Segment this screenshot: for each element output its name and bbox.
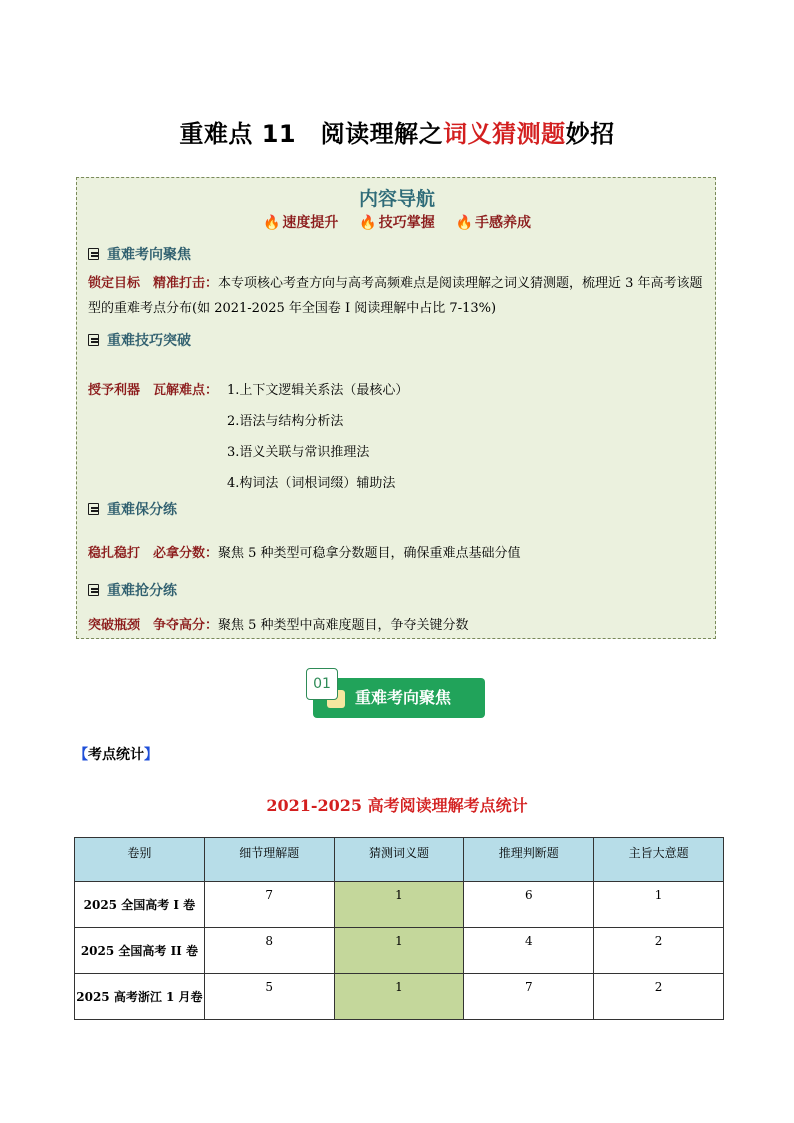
baofen-paragraph xyxy=(88,541,710,566)
section-heading-techniques: 重难技巧突破 xyxy=(88,330,191,350)
table-cell: 7 xyxy=(464,974,594,1020)
fire-icon: 🔥 xyxy=(359,215,377,231)
table-row xyxy=(75,928,724,974)
table-title: 2021-2025 高考阅读理解考点统计 xyxy=(266,796,528,815)
table-header-cell: 卷别 xyxy=(75,838,205,882)
note-icon xyxy=(88,503,99,515)
qiangfen-label: 突破瓶颈 争夺高分： xyxy=(88,618,219,633)
focus-label: 锁定目标 精准打击： xyxy=(88,276,219,291)
technique-item: 3.语义关联与常识推理法 xyxy=(227,445,370,460)
fire-icon: 🔥 xyxy=(262,215,281,231)
table-row xyxy=(75,882,724,928)
table-cell: 8 xyxy=(204,928,334,974)
nav-tag: 🔥 速度提升 xyxy=(262,215,339,231)
technique-item: 1.上下文逻辑关系法（最核心） xyxy=(227,383,409,398)
table-row xyxy=(75,974,724,1020)
table-cell: 5 xyxy=(204,974,334,1020)
baofen-text: 聚焦 5 种类型可稳拿分数题目，确保重难点基础分值 xyxy=(218,546,521,561)
table-cell: 2025 高考浙江 1 月卷 xyxy=(75,974,205,1020)
table-cell: 1 xyxy=(594,882,724,928)
table-cell: 2025 全国高考 I 卷 xyxy=(75,882,205,928)
technique-item: 4.构词法（词根词缀）辅助法 xyxy=(227,476,396,491)
section-heading-qiangfen: 重难抢分练 xyxy=(88,580,177,600)
nav-title: 内容导航 xyxy=(358,188,435,210)
table-cell: 7 xyxy=(204,882,334,928)
table-cell: 6 xyxy=(464,882,594,928)
note-icon xyxy=(88,248,99,260)
table-header-cell: 主旨大意题 xyxy=(594,838,724,882)
techniques-label: 授予利器 瓦解难点： xyxy=(88,383,219,398)
note-icon xyxy=(88,584,99,596)
table-cell: 2025 全国高考 II 卷 xyxy=(75,928,205,974)
focus-text: 本专项核心考查方向与高考高频难点是阅读理解之词义猜测题，梳理近 3 年高考该题型的重难考点分布(如 2021-2025 年全国卷 I 阅读理解中占比 7-13%) xyxy=(88,276,703,316)
table-cell: 2 xyxy=(594,974,724,1020)
badge-number: 01 xyxy=(306,668,338,700)
qiangfen-text: 聚焦 5 种类型中高难度题目，争夺关键分数 xyxy=(218,618,469,633)
section-heading-focus: 重难考向聚焦 xyxy=(88,244,191,264)
table-cell: 1 xyxy=(334,928,464,974)
focus-paragraph xyxy=(88,271,710,321)
title-highlight: 词义猜测题 xyxy=(443,120,566,148)
stats-table xyxy=(74,837,724,1020)
table-header-cell: 猜测词义题 xyxy=(334,838,464,882)
nav-tag: 🔥 手感养成 xyxy=(455,215,532,231)
table-header-cell: 细节理解题 xyxy=(204,838,334,882)
table-header-cell: 推理判断题 xyxy=(464,838,594,882)
table-cell: 4 xyxy=(464,928,594,974)
kaodian-heading: 【考点统计】 xyxy=(74,747,158,763)
section-heading-baofen: 重难保分练 xyxy=(88,499,177,519)
badge-label: 重难考向聚焦 xyxy=(355,688,452,707)
table-cell: 1 xyxy=(334,974,464,1020)
baofen-label: 稳扎稳打 必拿分数： xyxy=(88,546,219,561)
table-header-row xyxy=(75,838,724,882)
nav-tags xyxy=(0,212,794,232)
fire-icon: 🔥 xyxy=(455,215,474,231)
title-prefix: 重难点 11 阅读理解之 xyxy=(179,120,444,148)
title-suffix: 妙招 xyxy=(565,120,615,148)
table-cell: 2 xyxy=(594,928,724,974)
technique-item: 2.语法与结构分析法 xyxy=(227,414,344,429)
qiangfen-paragraph xyxy=(88,613,710,638)
nav-tag: 🔥 技巧掌握 xyxy=(359,215,435,231)
page-title xyxy=(0,114,794,149)
table-cell: 1 xyxy=(334,882,464,928)
note-icon xyxy=(88,334,99,346)
